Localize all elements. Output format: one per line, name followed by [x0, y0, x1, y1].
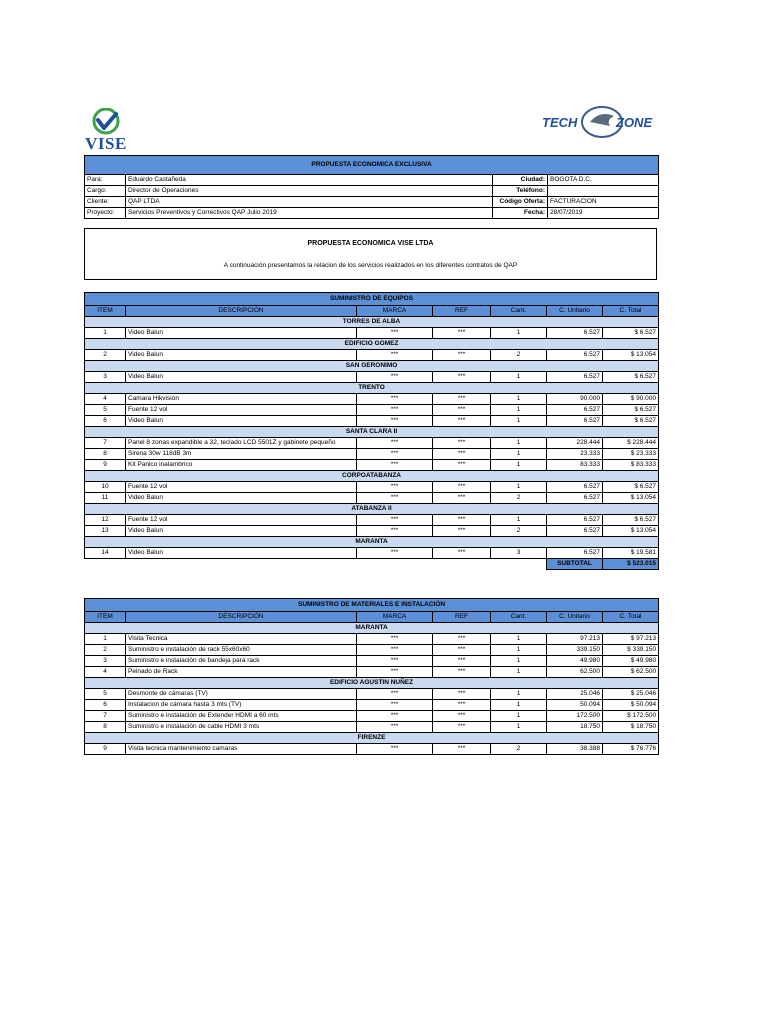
table-row: [85, 328, 659, 339]
item-total-cost: $ 76.776: [603, 744, 659, 755]
item-unit-cost: 6.527: [547, 350, 603, 361]
item-number: 2: [85, 350, 126, 361]
item-brand: ***: [357, 482, 433, 493]
group-row: [85, 317, 659, 328]
group-row: [85, 678, 659, 689]
table-row: [85, 394, 659, 405]
column-header: C. Total: [603, 306, 659, 317]
item-unit-cost: 83.333: [547, 460, 603, 471]
table-row: [85, 372, 659, 383]
item-description: Suministro e instalación de rack 55x60x60: [126, 645, 357, 656]
tech-logo-left: TECH: [542, 115, 578, 130]
item-number: 8: [85, 722, 126, 733]
item-description: Video Balun: [126, 328, 357, 339]
item-brand: ***: [357, 350, 433, 361]
item-ref: ***: [433, 372, 491, 383]
item-unit-cost: 6.527: [547, 526, 603, 537]
item-brand: ***: [357, 460, 433, 471]
table-row: [85, 711, 659, 722]
item-brand: ***: [357, 722, 433, 733]
column-header: ITEM: [85, 612, 126, 623]
group-row: [85, 361, 659, 372]
item-quantity: 1: [491, 515, 547, 526]
item-quantity: 1: [491, 460, 547, 471]
item-unit-cost: 6.527: [547, 515, 603, 526]
item-quantity: 1: [491, 449, 547, 460]
column-header: Cant.: [491, 306, 547, 317]
group-name: TORRES DE ALBA: [85, 317, 659, 328]
item-unit-cost: 23.333: [547, 449, 603, 460]
item-quantity: 1: [491, 416, 547, 427]
item-total-cost: $ 19.581: [603, 548, 659, 559]
item-unit-cost: 6.527: [547, 416, 603, 427]
column-header: DESCRIPCIÓN: [126, 306, 357, 317]
item-ref: ***: [433, 722, 491, 733]
subtotal-value: $ 523.015: [603, 559, 659, 570]
item-total-cost: $ 6.527: [603, 515, 659, 526]
item-number: 5: [85, 405, 126, 416]
item-unit-cost: 339.150: [547, 645, 603, 656]
item-description: Kit Panico inalambrico: [126, 460, 357, 471]
item-number: 9: [85, 744, 126, 755]
item-unit-cost: 38.388: [547, 744, 603, 755]
item-brand: ***: [357, 449, 433, 460]
item-brand: ***: [357, 667, 433, 678]
section-title: SUMINISTRO DE EQUIPOS: [85, 293, 659, 306]
item-ref: ***: [433, 493, 491, 504]
table-row: [85, 667, 659, 678]
item-brand: ***: [357, 394, 433, 405]
info-row: Cargo: Director de Operaciones Teléfono:: [85, 186, 659, 197]
item-quantity: 1: [491, 405, 547, 416]
proposal-text: A continuación presentamos la relacion de los servicios realizados en los diferentes contratos de QAP: [223, 262, 518, 269]
item-ref: ***: [433, 416, 491, 427]
item-description: Video Balun: [126, 526, 357, 537]
item-quantity: 3: [491, 548, 547, 559]
item-unit-cost: 6.527: [547, 482, 603, 493]
item-number: 1: [85, 328, 126, 339]
item-brand: ***: [357, 372, 433, 383]
item-quantity: 1: [491, 656, 547, 667]
table-row: [85, 689, 659, 700]
item-description: Video Balun: [126, 493, 357, 504]
item-total-cost: $ 172.500: [603, 711, 659, 722]
item-ref: ***: [433, 328, 491, 339]
item-brand: ***: [357, 689, 433, 700]
group-row: [85, 383, 659, 394]
group-name: ATABANZA II: [85, 504, 659, 515]
subtotal-spacer: [85, 559, 547, 570]
info-title: PROPUESTA ECONOMICA EXCLUSIVA: [85, 156, 659, 175]
group-name: CORPOATABANZA: [85, 471, 659, 482]
item-description: Video Balun: [126, 350, 357, 361]
table-row: [85, 656, 659, 667]
item-total-cost: $ 13.054: [603, 350, 659, 361]
item-number: 11: [85, 493, 126, 504]
group-row: [85, 339, 659, 350]
item-description: Video Balun: [126, 416, 357, 427]
item-description: Fuente 12 vol: [126, 515, 357, 526]
item-unit-cost: 6.527: [547, 405, 603, 416]
group-name: MARANTA: [85, 537, 659, 548]
item-total-cost: $ 25.046: [603, 689, 659, 700]
table-row: [85, 700, 659, 711]
item-quantity: 1: [491, 722, 547, 733]
item-ref: ***: [433, 449, 491, 460]
info-row: Proyecto: Servicios Preventivos y Correctivos QAP Julio 2019 Fecha: 28/07/2019: [85, 208, 659, 219]
column-header: MARCA: [357, 612, 433, 623]
item-ref: ***: [433, 667, 491, 678]
item-total-cost: $ 49.980: [603, 656, 659, 667]
item-description: Suministro e instalación de Extender HDMI a 60 mts: [126, 711, 357, 722]
item-quantity: 2: [491, 493, 547, 504]
subtotal-label: SUBTOTAL: [547, 559, 603, 570]
item-quantity: 1: [491, 667, 547, 678]
section-title-row: [85, 293, 659, 306]
item-brand: ***: [357, 645, 433, 656]
item-unit-cost: 228.444: [547, 438, 603, 449]
item-number: 13: [85, 526, 126, 537]
item-brand: ***: [357, 711, 433, 722]
item-quantity: 1: [491, 328, 547, 339]
table-row: [85, 548, 659, 559]
group-name: EDIFICIO GOMEZ: [85, 339, 659, 350]
item-unit-cost: 6.527: [547, 372, 603, 383]
table-row: [85, 405, 659, 416]
item-unit-cost: 25.046: [547, 689, 603, 700]
item-ref: ***: [433, 438, 491, 449]
item-quantity: 1: [491, 438, 547, 449]
group-row: [85, 504, 659, 515]
item-unit-cost: 62.500: [547, 667, 603, 678]
item-total-cost: $ 6.527: [603, 416, 659, 427]
item-ref: ***: [433, 394, 491, 405]
item-brand: ***: [357, 656, 433, 667]
vise-logo: [84, 108, 128, 154]
item-description: Suministro e instalación de cable HDMI 3 mts: [126, 722, 357, 733]
group-name: SAN GERONIMO: [85, 361, 659, 372]
item-number: 14: [85, 548, 126, 559]
group-row: [85, 623, 659, 634]
item-ref: ***: [433, 744, 491, 755]
table-row: [85, 350, 659, 361]
vise-check-icon: [84, 108, 128, 136]
table-row: [85, 438, 659, 449]
item-description: Fuente 12 vol: [126, 482, 357, 493]
item-total-cost: $ 23.333: [603, 449, 659, 460]
item-description: Instalacion de cámara hasta 3 mts (TV): [126, 700, 357, 711]
group-row: [85, 537, 659, 548]
column-header-row: [85, 306, 659, 317]
column-header: ITEM: [85, 306, 126, 317]
item-description: Visita tecnica mantenimiento camaras: [126, 744, 357, 755]
item-number: 6: [85, 416, 126, 427]
item-brand: ***: [357, 493, 433, 504]
item-ref: ***: [433, 656, 491, 667]
item-total-cost: $ 13.054: [603, 526, 659, 537]
group-row: [85, 733, 659, 744]
item-quantity: 1: [491, 394, 547, 405]
column-header: Cant.: [491, 612, 547, 623]
item-total-cost: $ 62.500: [603, 667, 659, 678]
group-row: [85, 427, 659, 438]
materials-table: [84, 598, 659, 755]
group-name: MARANTA: [85, 623, 659, 634]
table-row: [85, 645, 659, 656]
item-quantity: 1: [491, 372, 547, 383]
item-unit-cost: 18.750: [547, 722, 603, 733]
table-row: [85, 416, 659, 427]
item-number: 10: [85, 482, 126, 493]
item-ref: ***: [433, 689, 491, 700]
item-description: Fuente 12 vol: [126, 405, 357, 416]
item-brand: ***: [357, 744, 433, 755]
column-header: C. Total: [603, 612, 659, 623]
item-unit-cost: 6.527: [547, 328, 603, 339]
item-total-cost: $ 13.054: [603, 493, 659, 504]
item-total-cost: $ 228.444: [603, 438, 659, 449]
item-description: Video Balun: [126, 548, 357, 559]
item-number: 5: [85, 689, 126, 700]
column-header: DESCRIPCIÓN: [126, 612, 357, 623]
column-header: C. Unitario: [547, 306, 603, 317]
item-total-cost: $ 6.527: [603, 372, 659, 383]
item-quantity: 1: [491, 634, 547, 645]
item-unit-cost: 6.527: [547, 548, 603, 559]
table-row: [85, 526, 659, 537]
table-row: [85, 460, 659, 471]
item-ref: ***: [433, 634, 491, 645]
item-unit-cost: 50.094: [547, 700, 603, 711]
item-description: Suministro e instalación de bandeja para rack: [126, 656, 357, 667]
item-ref: ***: [433, 482, 491, 493]
item-ref: ***: [433, 645, 491, 656]
item-total-cost: $ 90.000: [603, 394, 659, 405]
item-number: 6: [85, 700, 126, 711]
item-brand: ***: [357, 548, 433, 559]
item-ref: ***: [433, 711, 491, 722]
item-description: Camara Hikvision: [126, 394, 357, 405]
item-brand: ***: [357, 328, 433, 339]
item-brand: ***: [357, 526, 433, 537]
group-name: SANTA CLARA II: [85, 427, 659, 438]
item-ref: ***: [433, 700, 491, 711]
item-number: 4: [85, 667, 126, 678]
table-row: [85, 493, 659, 504]
item-quantity: 2: [491, 744, 547, 755]
column-header: C. Unitario: [547, 612, 603, 623]
item-number: 1: [85, 634, 126, 645]
item-quantity: 2: [491, 526, 547, 537]
item-number: 12: [85, 515, 126, 526]
info-row: Para: Eduardo Castañeda Ciudad: BOGOTA D.C.: [85, 175, 659, 186]
item-number: 7: [85, 711, 126, 722]
item-brand: ***: [357, 700, 433, 711]
item-total-cost: $ 6.527: [603, 328, 659, 339]
table-row: [85, 634, 659, 645]
group-name: TRENTO: [85, 383, 659, 394]
item-total-cost: $ 18.750: [603, 722, 659, 733]
section-title: SUMINISTRO DE MATERIALES E INSTALACIÓN: [85, 599, 659, 612]
item-quantity: 1: [491, 689, 547, 700]
item-quantity: 2: [491, 350, 547, 361]
item-quantity: 1: [491, 645, 547, 656]
item-description: Panel 8 zonas expandible a 32, teclado LCD 5501Z y gabinete pequeño: [126, 438, 357, 449]
table-row: [85, 722, 659, 733]
subtotal-row: [85, 559, 659, 570]
item-unit-cost: 172.500: [547, 711, 603, 722]
table-row: [85, 449, 659, 460]
item-description: Visita Tecnica: [126, 634, 357, 645]
item-total-cost: $ 6.527: [603, 482, 659, 493]
item-unit-cost: 90.000: [547, 394, 603, 405]
item-ref: ***: [433, 405, 491, 416]
item-brand: ***: [357, 405, 433, 416]
item-quantity: 1: [491, 482, 547, 493]
item-description: Peinado de Rack: [126, 667, 357, 678]
item-total-cost: $ 97.213: [603, 634, 659, 645]
proposal-title: PROPUESTA ECONOMICA VISE LTDA: [307, 240, 434, 247]
item-ref: ***: [433, 350, 491, 361]
item-total-cost: $ 50.094: [603, 700, 659, 711]
item-number: 3: [85, 656, 126, 667]
item-description: Sirena 30w 118dB 3m: [126, 449, 357, 460]
item-brand: ***: [357, 438, 433, 449]
item-number: 2: [85, 645, 126, 656]
item-number: 9: [85, 460, 126, 471]
item-number: 8: [85, 449, 126, 460]
item-number: 7: [85, 438, 126, 449]
item-quantity: 1: [491, 700, 547, 711]
item-number: 4: [85, 394, 126, 405]
item-brand: ***: [357, 416, 433, 427]
item-total-cost: $ 6.527: [603, 405, 659, 416]
column-header: REF: [433, 612, 491, 623]
item-number: 3: [85, 372, 126, 383]
section-title-row: [85, 599, 659, 612]
item-ref: ***: [433, 526, 491, 537]
item-ref: ***: [433, 460, 491, 471]
vise-logo-text: VISE: [85, 134, 127, 153]
item-brand: ***: [357, 634, 433, 645]
item-unit-cost: 6.527: [547, 493, 603, 504]
table-row: [85, 515, 659, 526]
column-header-row: [85, 612, 659, 623]
item-unit-cost: 97.213: [547, 634, 603, 645]
item-total-cost: $ 339.150: [603, 645, 659, 656]
item-ref: ***: [433, 515, 491, 526]
item-description: Video Balun: [126, 372, 357, 383]
info-table: [84, 155, 659, 219]
equipment-table: [84, 292, 659, 570]
info-row: Cliente: QAP LTDA Código Oferta: FACTURACION: [85, 197, 659, 208]
column-header: REF: [433, 306, 491, 317]
table-row: [85, 744, 659, 755]
techzone-logo: [540, 100, 660, 146]
tech-logo-right: ZONE: [616, 115, 653, 130]
item-ref: ***: [433, 548, 491, 559]
group-name: EDIFICIO AGUSTIN NUÑEZ: [85, 678, 659, 689]
item-total-cost: $ 83.333: [603, 460, 659, 471]
item-brand: ***: [357, 515, 433, 526]
proposal-box: [84, 228, 657, 280]
item-quantity: 1: [491, 711, 547, 722]
group-name: FIRENZE: [85, 733, 659, 744]
table-row: [85, 482, 659, 493]
item-description: Desmonte de cámaras (TV): [126, 689, 357, 700]
item-unit-cost: 49.980: [547, 656, 603, 667]
group-row: [85, 471, 659, 482]
column-header: MARCA: [357, 306, 433, 317]
